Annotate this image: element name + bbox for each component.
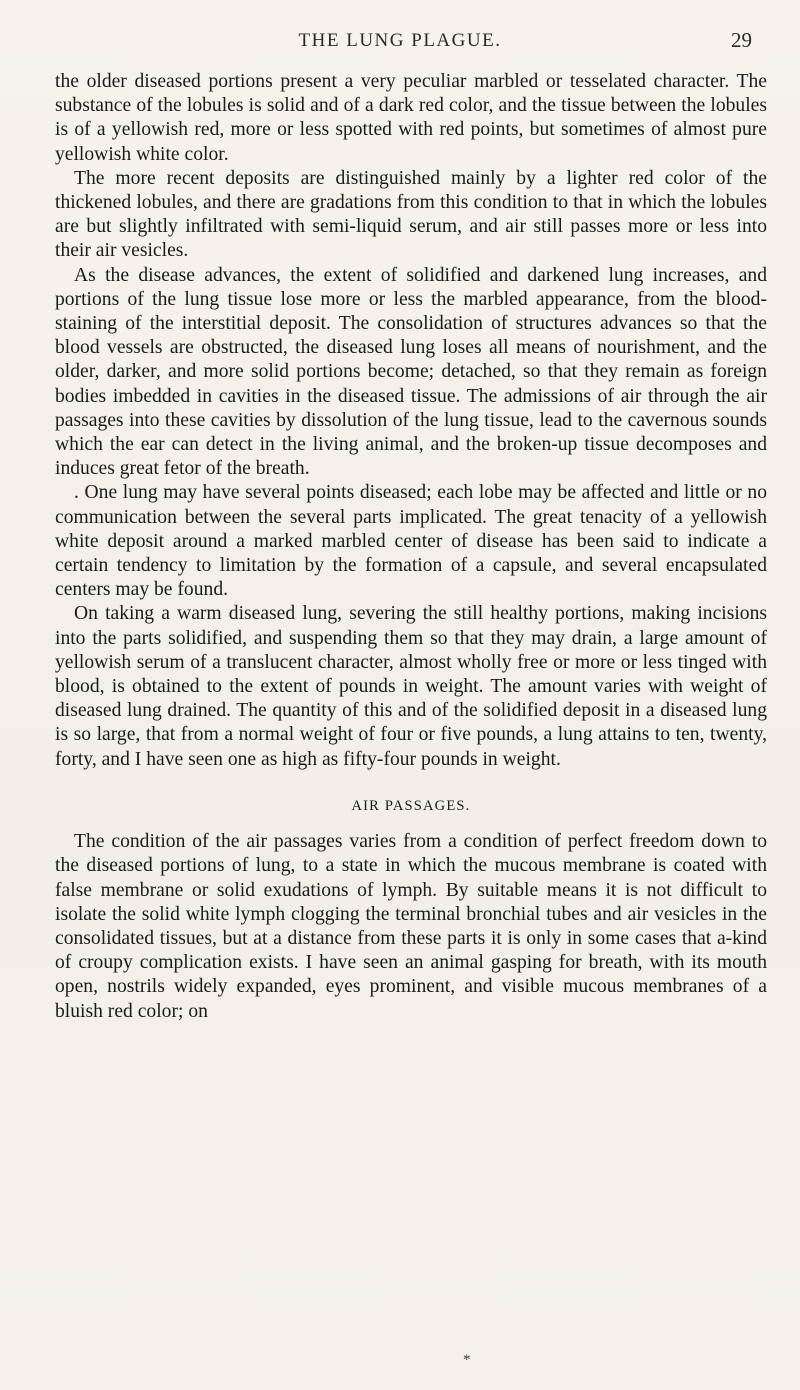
running-header — [0, 30, 800, 60]
paragraph: The condition of the air passages varies from a condition of perfect freedom down to the diseased portions of lung, to a state in which the mucous membrane is coated with false membrane or solid exudations of lymph. By suitable means it is not difficult to isolate the solid white lymph clogging the terminal bronchial tubes and air vesicles in the consolidated tissues, but at a distance from these parts it is only in some cases that a-kind of croupy complication exists. I have seen an animal gasping for breath, with its mouth open, nostrils widely expanded, eyes prominent, and visible mucous membranes of a bluish red color; on — [55, 831, 767, 1022]
paragraph: As the disease advances, the extent of solidified and darkened lung increases, and portions of the lung tissue lose more or less the marbled appearance, from the blood-staining of the interstitial deposit. The consolidation of structures advances so that the blood vessels are obstructed, the diseased lung loses all means of nourishment, and the older, darker, and more solid portions become; detached, so that they remain as foreign bodies imbedded in cavities in the diseased tissue. The admissions of air through the air passages into these cavities by dissolution of the lung tissue, lead to the cavernous sounds which the ear can detect in the living animal, and the broken-up tissue decomposes and induces great fetor of the breath. — [55, 264, 767, 480]
paragraph: The more recent deposits are distinguished mainly by a lighter red color of the thickened lobules, and there are gradations from this condition to that in which the lobules are but slightly infiltrated with semi-liquid serum, and air still passes more or less into their air vesicles. — [55, 167, 767, 262]
page-number: 29 — [731, 28, 752, 52]
section-heading: AIR PASSAGES. — [351, 797, 471, 814]
paragraph: On taking a warm diseased lung, severing the still healthy portions, making incisions into the parts solidified, and suspending them so that they may drain, a large amount of yellowish serum of a translucent character, almost wholly free or more or less tinged with blood, is obtained to the extent of pounds in weight. The amount varies with weight of diseased lung drained. The quantity of this and of the solidified deposit in a diseased lung is so large, that from a normal weight of four or five pounds, a lung attains to ten, twenty, forty, and I have seen one as high as fifty-four pounds in weight. — [55, 603, 767, 770]
running-title: THE LUNG PLAGUE. — [298, 30, 502, 51]
body-text — [55, 70, 767, 1024]
signature-mark: * — [463, 1352, 471, 1368]
paragraph: the older diseased portions present a very peculiar marbled or tesselated character. The substance of the lobules is solid and of a dark red color, and the tissue between the lobules is of a yellowish red, more or less spotted with red points, but sometimes of almost pure yellowish white color. — [55, 71, 767, 165]
paragraph: . One lung may have several points diseased; each lobe may be affected and little or no communication between the several parts implicated. The great tenacity of a yellowish white deposit around a marked marbled center of disease has been said to indicate a certain tendency to limitation by the formation of a capsule, and several encapsulated centers may be found. — [55, 482, 767, 601]
